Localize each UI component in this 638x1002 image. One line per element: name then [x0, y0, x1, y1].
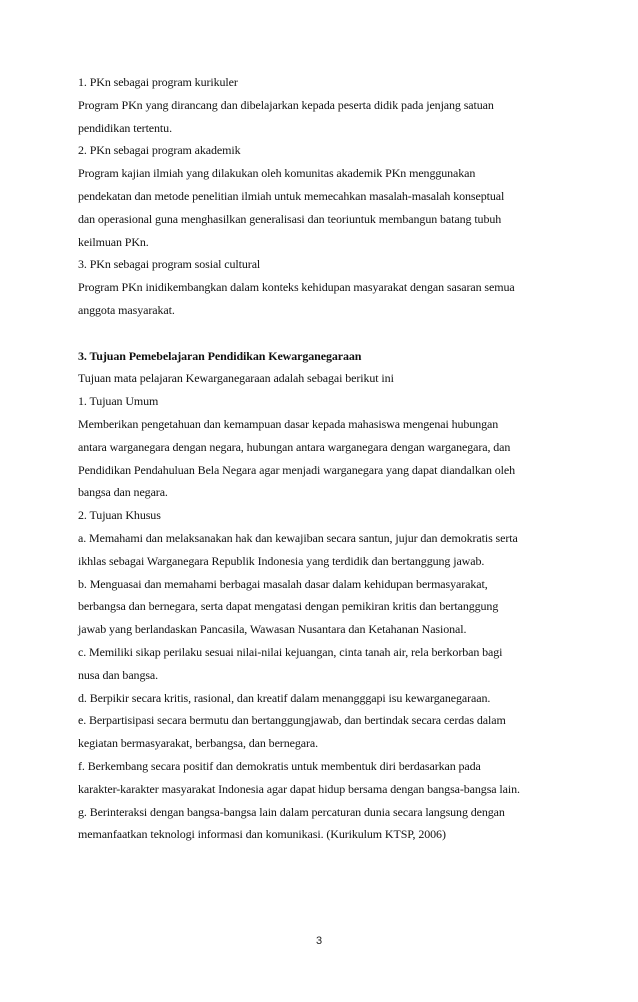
section-heading: 3. Tujuan Pemebelajaran Pendidikan Kewarganegaraan: [78, 348, 362, 363]
text-line: Program PKn inidikembangkan dalam konteks kehidupan masyarakat dengan sasaran semua: [78, 280, 515, 295]
text-line: pendekatan dan metode penelitian ilmiah untuk memecahkan masalah-masalah konseptual: [78, 188, 505, 203]
list-item-pkn-sosial: 3. PKn sebagai program sosial cultural: [78, 257, 261, 272]
text-line: b. Menguasai dan memahami berbagai masalah dasar dalam kehidupan bermasyarakat,: [78, 576, 488, 591]
text-line: f. Berkembang secara positif dan demokratis untuk membentuk diri berdasarkan pada: [78, 758, 481, 773]
document-body: [78, 71, 578, 846]
list-item-tujuan-umum: 1. Tujuan Umum: [78, 394, 159, 409]
list-item-pkn-akademik: 2. PKn sebagai program akademik: [78, 143, 241, 158]
text-line: c. Memiliki sikap perilaku sesuai nilai-nilai kejuangan, cinta tanah air, rela berkorban bagi: [78, 644, 503, 659]
text-line: d. Berpikir secara kritis, rasional, dan kreatif dalam menangggapi isu kewarganegaraan.: [78, 690, 491, 705]
text-line: dan operasional guna menghasilkan generalisasi dan teoriuntuk membangun batang tubuh: [78, 211, 502, 226]
text-line: ikhlas sebagai Warganegara Republik Indonesia yang terdidik dan bertanggung jawab.: [78, 553, 485, 568]
list-item-tujuan-khusus: 2. Tujuan Khusus: [78, 508, 161, 523]
text-line: nusa dan bangsa.: [78, 667, 159, 682]
page-number: 3: [315, 935, 323, 947]
text-line: karakter-karakter masyarakat Indonesia agar dapat hidup bersama dengan bangsa-bangsa lain.: [78, 781, 520, 796]
text-line: kegiatan bermasyarakat, berbangsa, dan bernegara.: [78, 736, 318, 751]
paragraph-gap: [78, 322, 578, 345]
text-line: antara warganegara dengan negara, hubungan antara warganegara dengan warganegara, dan: [78, 439, 511, 454]
text-line: Memberikan pengetahuan dan kemampuan dasar kepada mahasiswa mengenai hubungan: [78, 416, 499, 431]
text-line: Tujuan mata pelajaran Kewarganegaraan adalah sebagai berikut ini: [78, 371, 394, 386]
text-line: anggota masyarakat.: [78, 302, 175, 317]
text-line: pendidikan tertentu.: [78, 120, 172, 135]
text-line: memanfaatkan teknologi informasi dan komunikasi. (Kurikulum KTSP, 2006): [78, 827, 446, 842]
text-line: bangsa dan negara.: [78, 485, 168, 500]
text-line: Program kajian ilmiah yang dilakukan oleh komunitas akademik PKn menggunakan: [78, 166, 476, 181]
text-line: Pendidikan Pendahuluan Bela Negara agar menjadi warganegara yang dapat diandalkan oleh: [78, 462, 516, 477]
text-line: berbangsa dan bernegara, serta dapat mengatasi dengan pemikiran kritis dan bertanggung: [78, 599, 499, 614]
text-line: e. Berpartisipasi secara bermutu dan bertanggungjawab, dan bertindak secara cerdas dalam: [78, 713, 506, 728]
text-line: g. Berinteraksi dengan bangsa-bangsa lain dalam percaturan dunia secara langsung dengan: [78, 804, 505, 819]
list-item-pkn-kurikuler: 1. PKn sebagai program kurikuler: [78, 75, 238, 89]
text-line: jawab yang berlandaskan Pancasila, Wawasan Nusantara dan Ketahanan Nasional.: [78, 622, 467, 637]
text-line: keilmuan PKn.: [78, 234, 149, 249]
text-line: a. Memahami dan melaksanakan hak dan kewajiban secara santun, jujur dan demokratis serta: [78, 530, 518, 545]
text-line: Program PKn yang dirancang dan dibelajarkan kepada peserta didik pada jenjang satuan: [78, 97, 494, 112]
